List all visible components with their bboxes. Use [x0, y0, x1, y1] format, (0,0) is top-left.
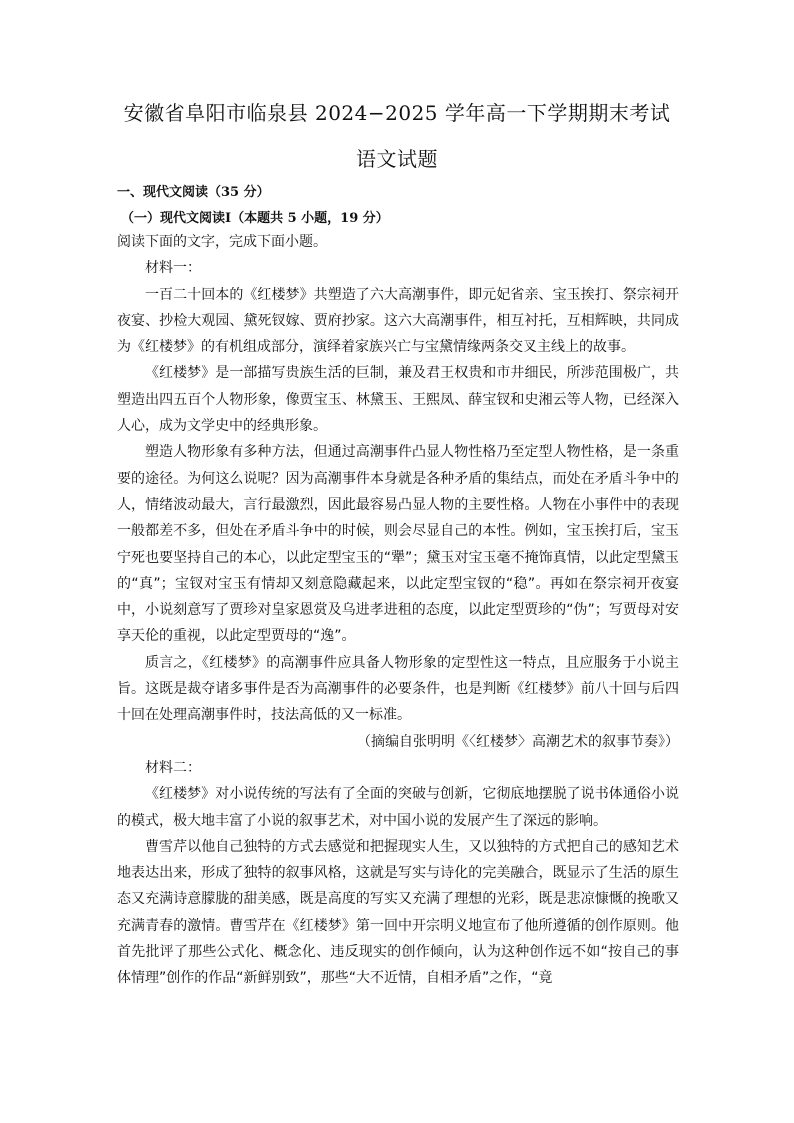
section-heading-modern-reading: 一、现代文阅读（35 分） [117, 185, 270, 200]
material-2-paragraph: 《红楼梦》对小说传统的写法有了全面的突破与创新，它彻底地摆脱了说书体通俗小说的模式，极大地丰富了小说的叙事艺术，对中国小说的发展产生了深远的影响。 [117, 786, 679, 829]
material-1-paragraph: 质言之，《红楼梦》的高潮事件应具备人物形象的定型性这一特点，且应服务于小说主旨。这既是裁夺诸多事件是否为高潮事件的必要条件，也是判断《红楼梦》前八十回与后四十回在处理高潮事件时，技法高低的又一标准。 [117, 654, 679, 724]
material-1-paragraph: 塑造人物形象有多种方法，但通过高潮事件凸显人物性格乃至定型人物性格，是一条重要的途径。为何这么说呢？因为高潮事件本身就是各种矛盾的集结点，而处在矛盾斗争中的人，情绪波动最大，言行最激烈，因此最容易凸显人物的主要性格。人物在小事件中的表现一般都差不多，但处在矛盾斗争中的时候，则会尽显自己的本性。例如，宝玉挨打后，宝玉宁死也要坚持自己的本心，以此定型宝玉的“犟”；黛玉对宝玉毫不掩饰真情，以此定型黛玉的“真”；宝钗对宝玉有情却又刻意隐藏起来，以此定型宝钗的“稳”。再如在祭宗祠开夜宴中，小说刻意写了贾珍对皇家恩赏及乌进孝进租的态度，以此定型贾珍的“伪”；写贾母对安享天伦的重视，以此定型贾母的“逸”。 [117, 444, 679, 645]
material-1-label: 材料一： [145, 260, 201, 277]
reading-body [117, 229, 679, 992]
material-1-source: （摘编自张明明《〈红楼梦〉高潮艺术的叙事节奏》） [357, 733, 679, 750]
subsection-heading-reading-1: （一）现代文阅读Ⅰ（本题共 5 小题，19 分） [121, 211, 389, 226]
material-2-label: 材料二： [145, 759, 201, 776]
material-1-paragraph: 《红楼梦》是一部描写贵族生活的巨制，兼及君王权贵和市井细民，所涉范围极广，共塑造出四五百个人物形象，像贾宝玉、林黛玉、王熙凤、薛宝钗和史湘云等人物，已经深入人心，成为文学史中的经典形象。 [117, 365, 679, 435]
material-1-paragraph: 一百二十回本的《红楼梦》共塑造了六大高潮事件，即元妃省亲、宝玉挨打、祭宗祠开夜宴、抄检大观园、黛死钗嫁、贾府抄家。这六大高潮事件，相互衬托，互相辉映，共同成为《红楼梦》的有机组成部分，演绎着家族兴亡与宝黛情缘两条交叉主线上的故事。 [117, 286, 679, 356]
instruction-text: 阅读下面的文字，完成下面小题。 [117, 234, 327, 250]
material-2-paragraph: 曹雪芹以他自己独特的方式去感觉和把握现实人生，又以独特的方式把自己的感知艺术地表达出来，形成了独特的叙事风格，这就是写实与诗化的完美融合，既显示了生活的原生态又充满诗意朦胧的甜美感，既是高度的写实又充满了理想的光彩，既是悲凉慷慨的挽歌又充满青春的激情。曹雪芹在《红楼梦》第一回中开宗明义地宣布了他所遵循的创作原则。他首先批评了那些公式化、概念化、违反现实的创作倾向，认为这种创作远不如“按自己的事体情理”创作的作品“新鲜别致”，那些“大不近情，自相矛盾”之作，“竟 [117, 838, 679, 987]
exam-title: 安徽省阜阳市临泉县 2024−2025 学年高一下学期期末考试 [123, 101, 671, 125]
exam-subtitle: 语文试题 [356, 147, 438, 171]
